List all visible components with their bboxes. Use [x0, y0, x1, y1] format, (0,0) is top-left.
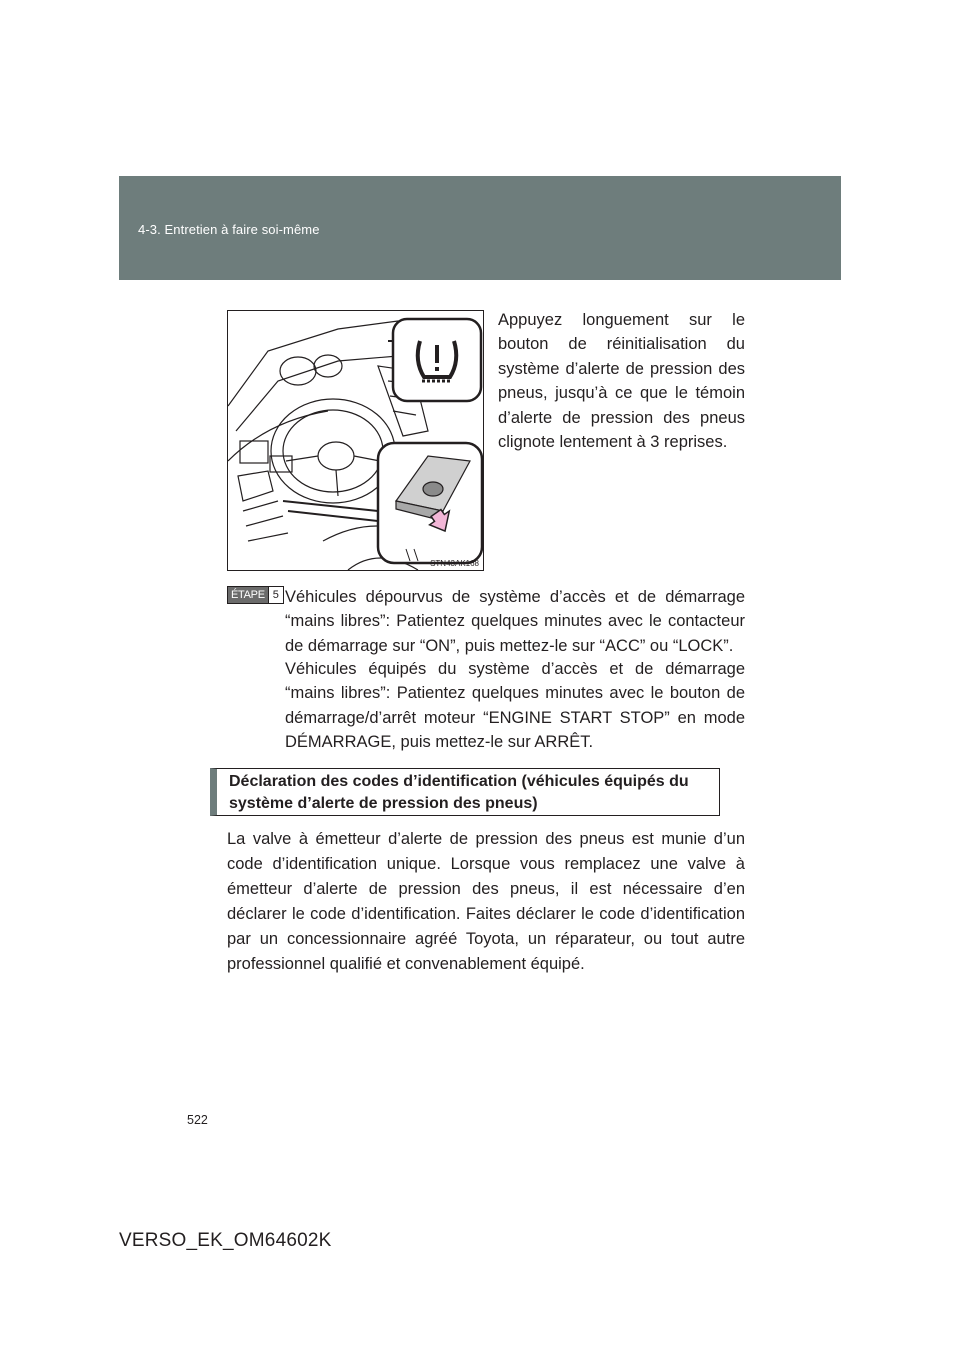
step5-text-without-smart-key: Véhicules dépourvus de système d’accès et de démarrage “mains libres”: Patientez quelques minutes avec le contacteur de démarrage sur “ON”, puis mettez-le sur “ACC” ou “LOCK”.	[285, 588, 745, 655]
subsection-title-line1: Déclaration des codes d’identification (véhicules équipés du	[229, 773, 689, 790]
step4-text: Appuyez longuement sur le bouton de réinitialisation du système d’alerte de pression des pneus, jusqu’à ce que le témoin d’alerte de pression des pneus clignote lentement à 3 reprises.	[498, 311, 745, 452]
step-badge-number: 5	[268, 587, 283, 603]
page-number: 522	[187, 1113, 208, 1127]
step-badge-label: ÉTAPE	[228, 587, 268, 603]
manual-code: VERSO_EK_OM64602K	[119, 1230, 332, 1251]
subsection-title-line2: système d’alerte de pression des pneus)	[229, 795, 538, 812]
step-badge-5	[227, 586, 284, 604]
illustration-code: STN43AK168	[430, 559, 479, 568]
subsection-title	[210, 768, 720, 816]
subsection-body: La valve à émetteur d’alerte de pression des pneus est munie d’un code d’identification unique. Lorsque vous remplacez une valve à émetteur d’alerte de pression des pneus, il est nécessaire d’en déclarer le code d’identification. Faites déclarer le code d’identification par un concessionnaire agréé Toyota, un réparateur, ou tout autre professionnel qualifié et convenablement équipé.	[227, 830, 745, 973]
step5-text-with-smart-key: Véhicules équipés du système d’accès et de démarrage “mains libres”: Patientez quelques minutes avec le bouton de démarrage/d’arrêt moteur “ENGINE START STOP” en mode DÉMARRAGE, puis mettez-le sur ARRÊT.	[285, 660, 745, 752]
dashboard-drawing	[228, 311, 483, 570]
section-title: 4-3. Entretien à faire soi-même	[138, 222, 320, 237]
dashboard-illustration	[227, 310, 484, 571]
